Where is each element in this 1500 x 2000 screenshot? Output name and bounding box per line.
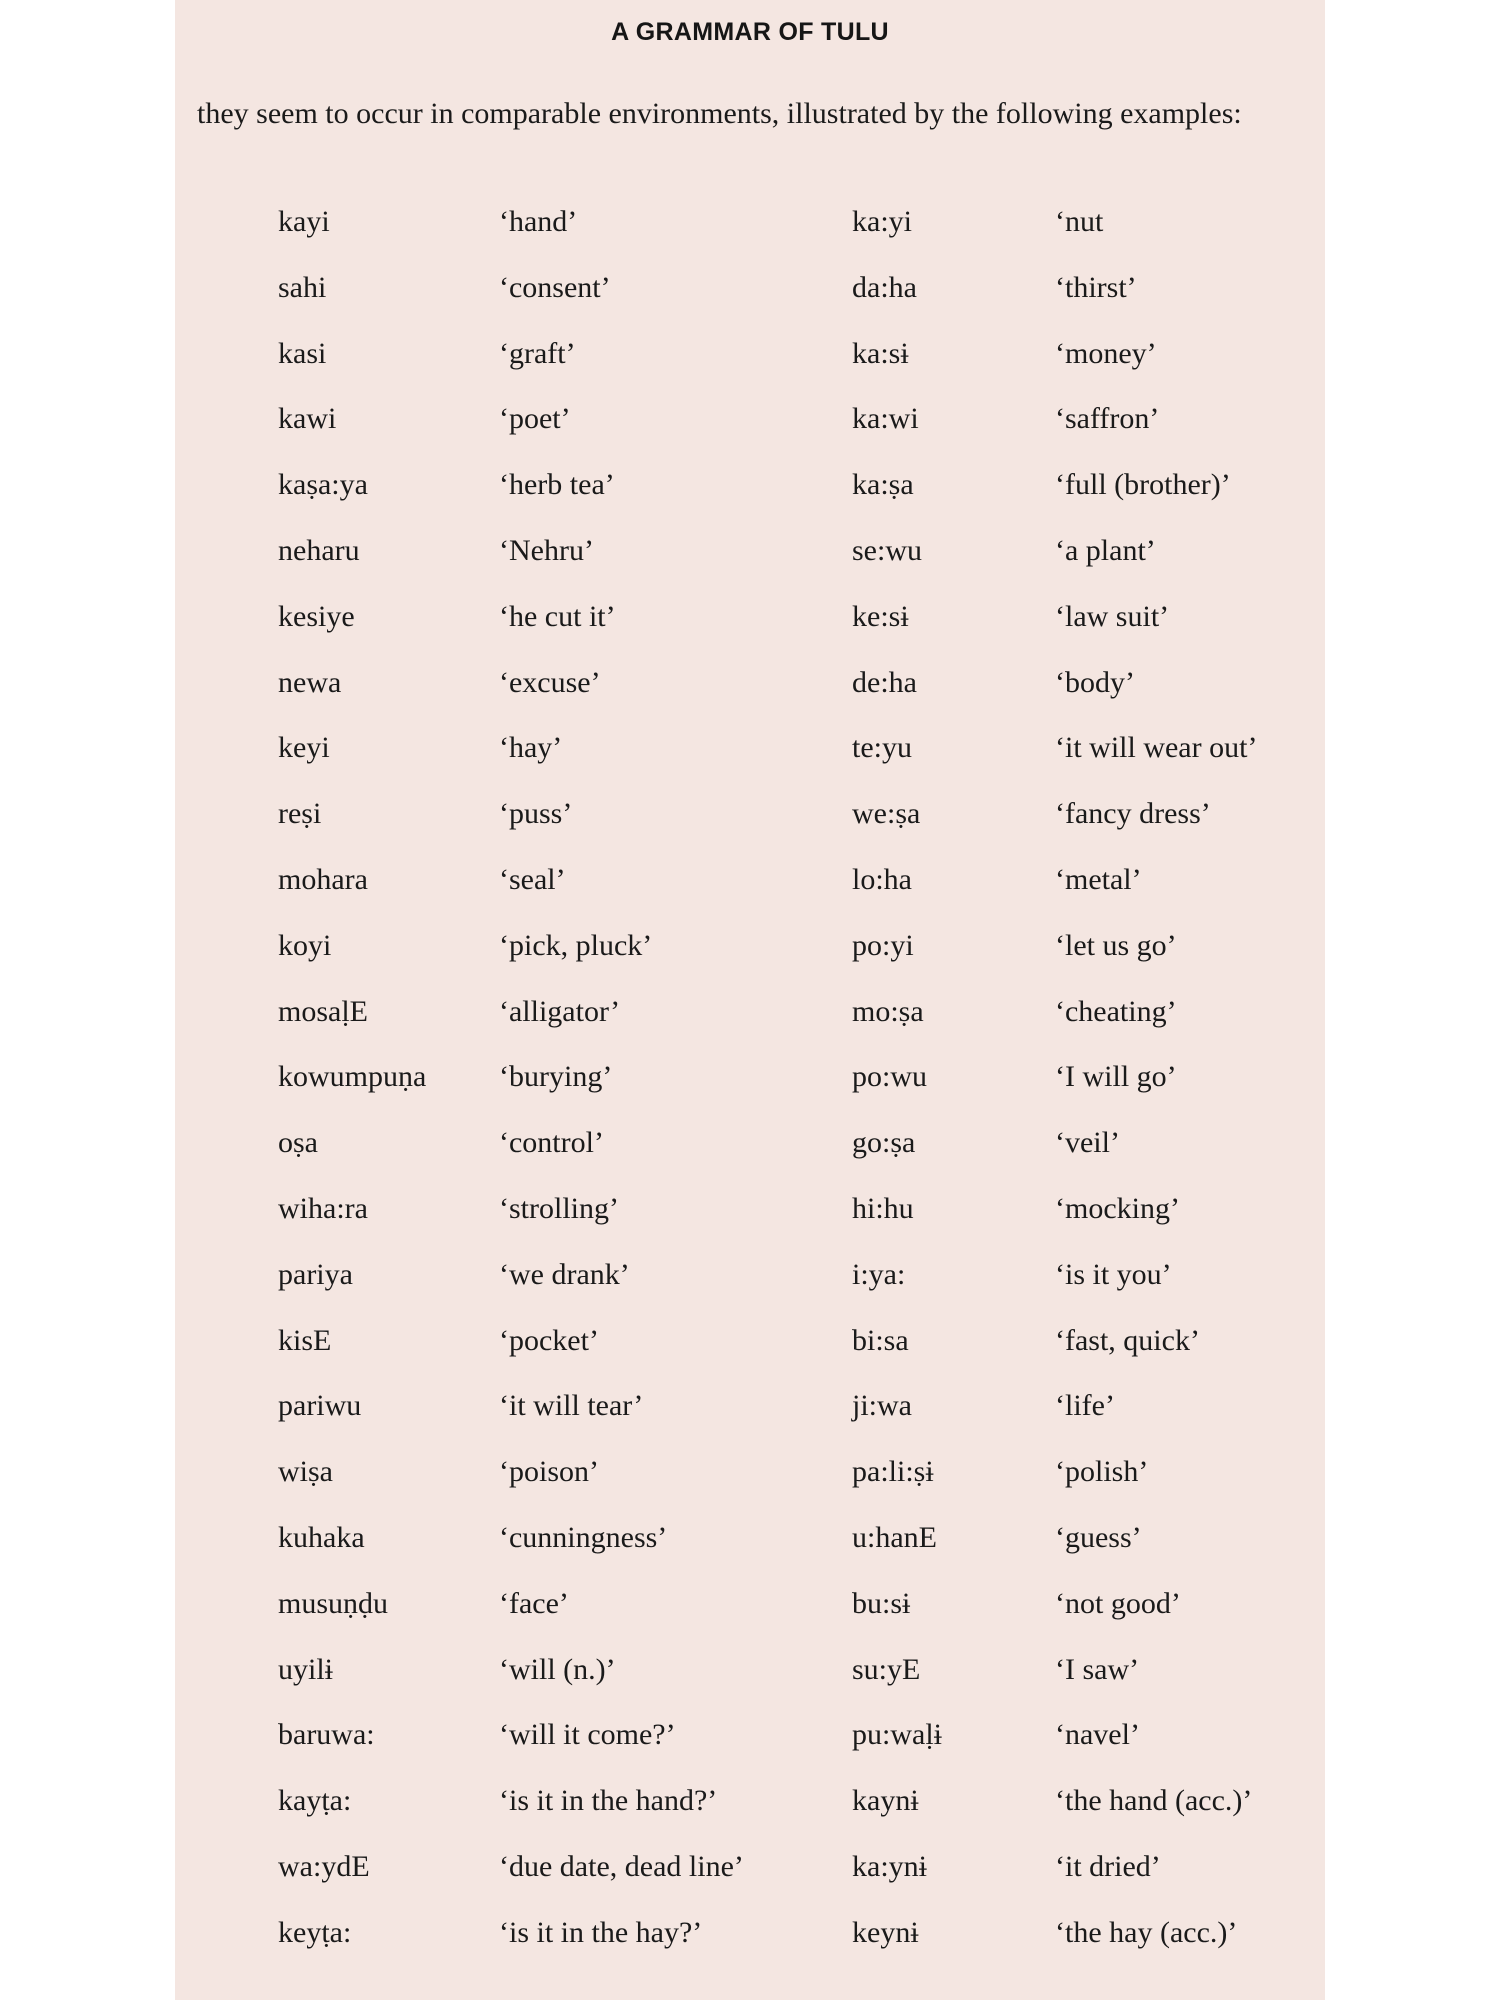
tulu-word-long: keynɨ [852, 1915, 919, 1949]
tulu-word-long: i:ya: [852, 1257, 906, 1291]
tulu-word-short: keyi [278, 731, 330, 765]
tulu-word-short: musuṇḍu [278, 1586, 389, 1620]
tulu-word-long: u:hanE [852, 1520, 937, 1554]
gloss-long: ‘the hand (acc.)’ [1055, 1784, 1253, 1818]
example-row [175, 1324, 1325, 1390]
gloss-long: ‘money’ [1055, 336, 1157, 370]
tulu-word-long: we:ṣa [852, 797, 921, 831]
tulu-word-long: te:yu [852, 731, 912, 765]
tulu-word-short: wiha:ra [278, 1191, 368, 1225]
gloss-short: ‘seal’ [499, 862, 566, 896]
book-page [175, 0, 1325, 2000]
example-row [175, 863, 1325, 929]
gloss-long: ‘veil’ [1055, 1126, 1120, 1160]
tulu-word-long: hi:hu [852, 1191, 914, 1225]
example-row [175, 731, 1325, 797]
example-row [175, 797, 1325, 863]
tulu-word-long: ke:sɨ [852, 599, 909, 633]
gloss-long: ‘not good’ [1055, 1586, 1181, 1620]
gloss-long: ‘is it you’ [1055, 1257, 1172, 1291]
example-row [175, 1850, 1325, 1916]
example-row [175, 1060, 1325, 1126]
intro-paragraph: they seem to occur in comparable environments, illustrated by the following examples: [197, 97, 1242, 130]
gloss-long: ‘nut [1055, 205, 1104, 238]
tulu-word-long: pa:li:ṣɨ [852, 1455, 934, 1489]
tulu-word-short: sahi [278, 270, 327, 304]
tulu-word-long: ka:ynɨ [852, 1849, 927, 1883]
gloss-long: ‘full (brother)’ [1055, 468, 1231, 502]
tulu-word-long: kaynɨ [852, 1784, 919, 1818]
tulu-word-short: uyilɨ [278, 1652, 334, 1686]
example-row [175, 337, 1325, 403]
tulu-word-long: mo:ṣa [852, 994, 924, 1028]
gloss-long: ‘let us go’ [1055, 928, 1177, 962]
tulu-word-short: kowumpuṇa [278, 1060, 427, 1094]
tulu-word-short: pariwu [278, 1389, 362, 1423]
tulu-word-long: bu:sɨ [852, 1586, 911, 1620]
tulu-word-short: baruwa: [278, 1718, 375, 1752]
gloss-short: ‘Nehru’ [499, 533, 594, 567]
gloss-long: ‘fast, quick’ [1055, 1323, 1200, 1357]
example-row [175, 600, 1325, 666]
tulu-word-short: kisE [278, 1323, 332, 1357]
gloss-long: ‘it dried’ [1055, 1849, 1161, 1883]
tulu-word-short: kayṭa: [278, 1784, 352, 1818]
example-row [175, 666, 1325, 732]
tulu-word-short: keyṭa: [278, 1915, 352, 1949]
example-row [175, 534, 1325, 600]
tulu-word-short: reṣi [278, 797, 322, 831]
gloss-short: ‘hand’ [499, 205, 578, 238]
tulu-word-long: su:yE [852, 1652, 921, 1686]
gloss-short: ‘is it in the hay?’ [499, 1915, 703, 1949]
gloss-long: ‘I saw’ [1055, 1652, 1140, 1686]
tulu-word-short: kuhaka [278, 1520, 365, 1554]
gloss-short: ‘due date, dead line’ [499, 1849, 744, 1883]
tulu-word-long: po:wu [852, 1060, 927, 1094]
tulu-word-short: wa:ydE [278, 1849, 370, 1883]
gloss-short: ‘we drank’ [499, 1257, 630, 1291]
tulu-word-short: mohara [278, 862, 368, 896]
gloss-short: ‘poison’ [499, 1455, 599, 1489]
gloss-short: ‘will it come?’ [499, 1718, 676, 1752]
tulu-word-long: da:ha [852, 270, 917, 304]
gloss-long: ‘fancy dress’ [1055, 797, 1211, 831]
example-row [175, 929, 1325, 995]
tulu-word-short: kayi [278, 205, 330, 238]
tulu-word-short: neharu [278, 533, 360, 567]
gloss-short: ‘puss’ [499, 797, 573, 831]
tulu-word-long: go:ṣa [852, 1126, 916, 1160]
gloss-long: ‘metal’ [1055, 862, 1142, 896]
gloss-long: ‘guess’ [1055, 1520, 1142, 1554]
tulu-word-short: pariya [278, 1257, 353, 1291]
gloss-short: ‘cunningness’ [499, 1520, 668, 1554]
gloss-long: ‘polish’ [1055, 1455, 1149, 1489]
gloss-short: ‘consent’ [499, 270, 611, 304]
tulu-word-long: bi:sa [852, 1323, 909, 1357]
tulu-word-long: ji:wa [852, 1389, 912, 1423]
example-row [175, 271, 1325, 337]
gloss-long: ‘body’ [1055, 665, 1135, 699]
tulu-word-long: ka:wi [852, 402, 919, 436]
example-row [175, 1455, 1325, 1521]
running-header: A GRAMMAR OF TULU [611, 18, 889, 46]
tulu-word-short: kesiye [278, 599, 355, 633]
tulu-word-short: koyi [278, 928, 332, 962]
tulu-word-short: kaṣa:ya [278, 468, 368, 502]
example-row [175, 1916, 1325, 1982]
example-row [175, 1718, 1325, 1784]
example-row [175, 1192, 1325, 1258]
gloss-short: ‘burying’ [499, 1060, 613, 1094]
example-row [175, 995, 1325, 1061]
tulu-word-long: se:wu [852, 533, 922, 567]
gloss-long: ‘I will go’ [1055, 1060, 1177, 1094]
gloss-long: ‘life’ [1055, 1389, 1115, 1423]
tulu-word-long: lo:ha [852, 862, 912, 896]
example-row [175, 402, 1325, 468]
example-row [175, 1653, 1325, 1719]
gloss-long: ‘cheating’ [1055, 994, 1177, 1028]
tulu-word-short: kasi [278, 336, 327, 370]
example-row [175, 205, 1325, 271]
gloss-short: ‘alligator’ [499, 994, 621, 1028]
tulu-word-short: wiṣa [278, 1455, 333, 1489]
gloss-short: ‘face’ [499, 1586, 569, 1620]
gloss-short: ‘hay’ [499, 731, 563, 765]
example-row [175, 1389, 1325, 1455]
gloss-long: ‘a plant’ [1055, 533, 1156, 567]
example-row [175, 468, 1325, 534]
gloss-long: ‘it will wear out’ [1055, 731, 1258, 765]
tulu-word-long: ka:ṣa [852, 468, 914, 502]
gloss-long: ‘navel’ [1055, 1718, 1140, 1752]
tulu-word-long: po:yi [852, 928, 914, 962]
tulu-word-long: ka:yi [852, 205, 912, 238]
gloss-short: ‘poet’ [499, 402, 571, 436]
example-row [175, 1784, 1325, 1850]
tulu-word-long: pu:waḷɨ [852, 1718, 942, 1752]
gloss-long: ‘the hay (acc.)’ [1055, 1915, 1238, 1949]
gloss-short: ‘he cut it’ [499, 599, 616, 633]
gloss-long: ‘thirst’ [1055, 270, 1137, 304]
tulu-word-short: newa [278, 665, 342, 699]
example-row [175, 1587, 1325, 1653]
gloss-short: ‘it will tear’ [499, 1389, 644, 1423]
gloss-long: ‘saffron’ [1055, 402, 1160, 436]
gloss-short: ‘pick, pluck’ [499, 928, 653, 962]
gloss-short: ‘graft’ [499, 336, 576, 370]
gloss-short: ‘control’ [499, 1126, 604, 1160]
gloss-long: ‘law suit’ [1055, 599, 1170, 633]
example-list [175, 205, 1325, 1982]
tulu-word-short: kawi [278, 402, 337, 436]
gloss-short: ‘will (n.)’ [499, 1652, 616, 1686]
gloss-short: ‘strolling’ [499, 1191, 619, 1225]
gloss-short: ‘excuse’ [499, 665, 601, 699]
gloss-long: ‘mocking’ [1055, 1191, 1180, 1225]
tulu-word-long: ka:sɨ [852, 336, 909, 370]
gloss-short: ‘herb tea’ [499, 468, 615, 502]
example-row [175, 1258, 1325, 1324]
gloss-short: ‘pocket’ [499, 1323, 599, 1357]
tulu-word-short: oṣa [278, 1126, 318, 1160]
example-row [175, 1521, 1325, 1587]
example-row [175, 1126, 1325, 1192]
gloss-short: ‘is it in the hand?’ [499, 1784, 718, 1818]
tulu-word-short: mosaḷE [278, 994, 368, 1028]
tulu-word-long: de:ha [852, 665, 917, 699]
